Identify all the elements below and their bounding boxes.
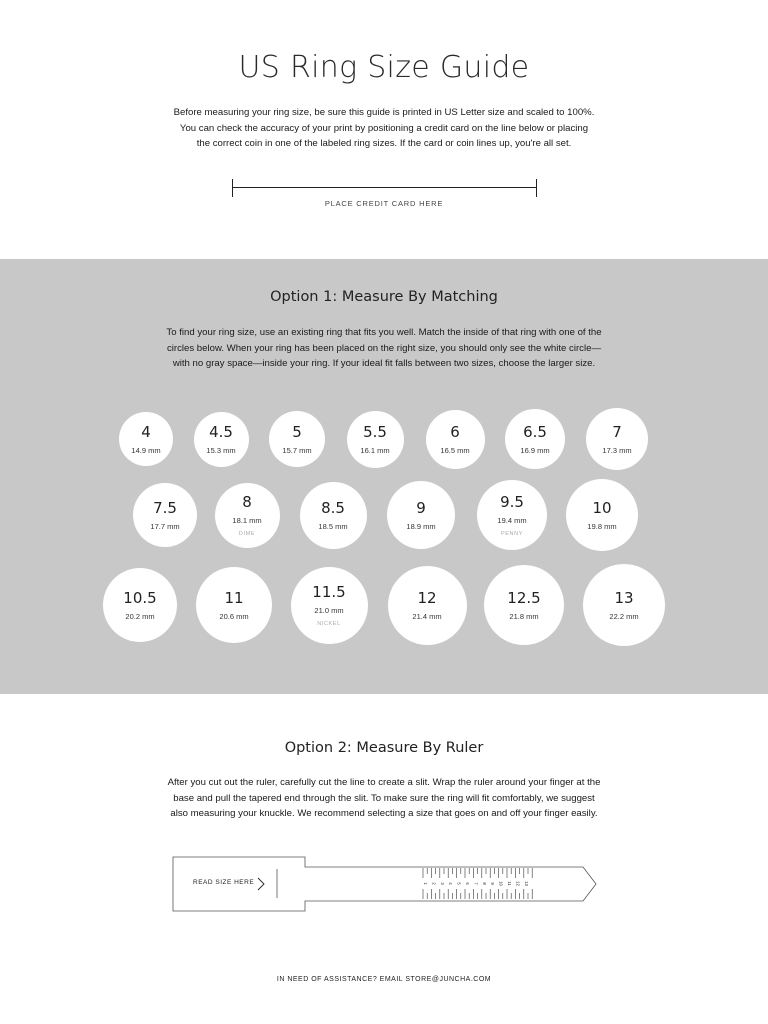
ruler-size-number: 12 — [515, 881, 521, 886]
ring-size-circle — [291, 567, 368, 644]
ring-diameter: 21.8 mm — [509, 612, 539, 621]
ring-diameter: 21.0 mm — [314, 606, 344, 615]
ring-size-number: 12 — [417, 589, 437, 607]
ring-size-number: 4 — [141, 423, 151, 441]
ring-diameter: 22.2 mm — [609, 612, 639, 621]
ring-size-circle — [477, 480, 547, 550]
ring-diameter: 17.7 mm — [150, 522, 180, 531]
ring-diameter: 16.1 mm — [360, 446, 390, 455]
ring-size-circle — [119, 412, 173, 466]
ring-size-circle — [300, 482, 367, 549]
ring-size-circle — [387, 481, 455, 549]
ring-size-number: 11.5 — [312, 583, 346, 601]
intro-line: the correct coin in one of the labeled ring sizes. If the card or coin lines up, you're all set. — [196, 138, 572, 149]
coin-reference-label: PENNY — [501, 531, 523, 537]
option1-text — [0, 325, 768, 372]
ruler-size-number: 9 — [490, 882, 496, 885]
ring-size-circle — [484, 565, 564, 645]
ring-diameter: 20.2 mm — [125, 612, 155, 621]
ring-size-circle — [133, 483, 197, 547]
ring-size-circle — [505, 409, 565, 469]
intro-line: You can check the accuracy of your print by positioning a credit card on the line below or placing — [179, 122, 589, 134]
ring-size-circle — [566, 479, 638, 551]
ruler-size-number: 8 — [481, 882, 487, 885]
intro-line: Before measuring your ring size, be sure this guide is printed in US Letter size and scaled to 100%. — [173, 107, 595, 118]
ruler-size-number: 6 — [464, 882, 470, 885]
option1-line: circles below. When your ring has been placed on the right size, you should only see the white circle— — [166, 342, 602, 354]
footer-contact: IN NEED OF ASSISTANCE? EMAIL STORE@JUNCHA.COM — [276, 976, 492, 983]
ruler-size-number: 4 — [448, 882, 454, 885]
ruler-size-number: 11 — [506, 881, 512, 886]
ring-size-circle — [347, 411, 404, 468]
option2-line: After you cut out the ruler, carefully cut the line to create a slit. Wrap the ruler around your finger at the — [167, 777, 601, 788]
ring-size-number: 4.5 — [209, 423, 233, 441]
ring-diameter: 15.3 mm — [206, 446, 236, 455]
ring-diameter: 14.9 mm — [131, 446, 161, 455]
option2-text — [0, 775, 768, 822]
ring-size-number: 10.5 — [123, 589, 157, 607]
ring-diameter: 16.9 mm — [520, 446, 550, 455]
ring-diameter: 16.5 mm — [440, 446, 470, 455]
ring-diameter: 21.4 mm — [412, 612, 442, 621]
intro-text — [0, 105, 768, 152]
option1-line: To find your ring size, use an existing ring that fits you well. Match the inside of that ring with one of the — [166, 327, 602, 338]
option2-line: also measuring your knuckle. We recommend selecting a size that goes on and off your finger easily. — [170, 808, 598, 819]
ring-size-number: 6 — [450, 423, 460, 441]
ring-diameter: 15.7 mm — [282, 446, 312, 455]
coin-reference-label: DIME — [238, 531, 256, 537]
ruler-size-number: 1 — [422, 882, 428, 885]
ring-diameter: 18.5 mm — [318, 522, 348, 531]
ring-size-number: 10 — [592, 499, 612, 517]
option1-heading: Option 1: Measure By Matching — [270, 289, 498, 305]
ring-diameter: 17.3 mm — [602, 446, 632, 455]
ring-size-number: 8.5 — [321, 499, 345, 517]
ring-size-number: 8 — [242, 493, 252, 511]
ring-size-circle — [583, 564, 665, 646]
page-title: US Ring Size Guide — [238, 50, 530, 85]
ruler-size-number: 5 — [456, 882, 462, 885]
read-size-label: READ SIZE HERE — [193, 879, 255, 886]
coin-reference-label: NICKEL — [317, 621, 341, 627]
ring-size-circle — [388, 566, 467, 645]
ring-size-circle — [269, 411, 325, 467]
ring-size-circle — [103, 568, 177, 642]
credit-card-guide-line — [232, 179, 537, 197]
ring-size-number: 11 — [224, 589, 244, 607]
ruler-size-number: 13 — [523, 881, 529, 886]
ring-size-number: 7 — [612, 423, 622, 441]
ring-diameter: 18.9 mm — [406, 522, 436, 531]
ring-size-number: 6.5 — [523, 423, 547, 441]
ring-diameter: 19.4 mm — [497, 516, 527, 525]
option2-heading: Option 2: Measure By Ruler — [284, 740, 484, 756]
ring-size-number: 7.5 — [153, 499, 177, 517]
ruler-size-number: 10 — [498, 881, 504, 886]
option2-line: base and pull the tapered end through the slit. To make sure the ring will fit comfortably, we suggest — [173, 792, 595, 804]
ring-size-number: 9.5 — [500, 493, 524, 511]
ring-size-circle — [196, 567, 272, 643]
ruler-size-number: 2 — [431, 882, 437, 885]
ring-size-number: 13 — [614, 589, 634, 607]
ring-size-number: 5 — [292, 423, 302, 441]
ring-diameter: 20.6 mm — [219, 612, 249, 621]
printable-ruler — [170, 854, 600, 914]
ring-size-number: 5.5 — [363, 423, 387, 441]
ruler-size-number: 3 — [439, 882, 445, 885]
ring-diameter: 18.1 mm — [232, 516, 262, 525]
ruler-size-number: 7 — [473, 882, 479, 885]
credit-card-label: PLACE CREDIT CARD HERE — [324, 199, 444, 208]
ring-size-circle — [586, 408, 648, 470]
ring-size-number: 12.5 — [507, 589, 541, 607]
option1-line: with no gray space—inside your ring. If your ideal fit falls between two sizes, choose the larger size. — [172, 358, 596, 369]
ring-size-number: 9 — [416, 499, 426, 517]
ring-size-circle — [194, 412, 249, 467]
ring-diameter: 19.8 mm — [587, 522, 617, 531]
ring-size-circle — [215, 483, 280, 548]
ring-size-circle — [426, 410, 485, 469]
